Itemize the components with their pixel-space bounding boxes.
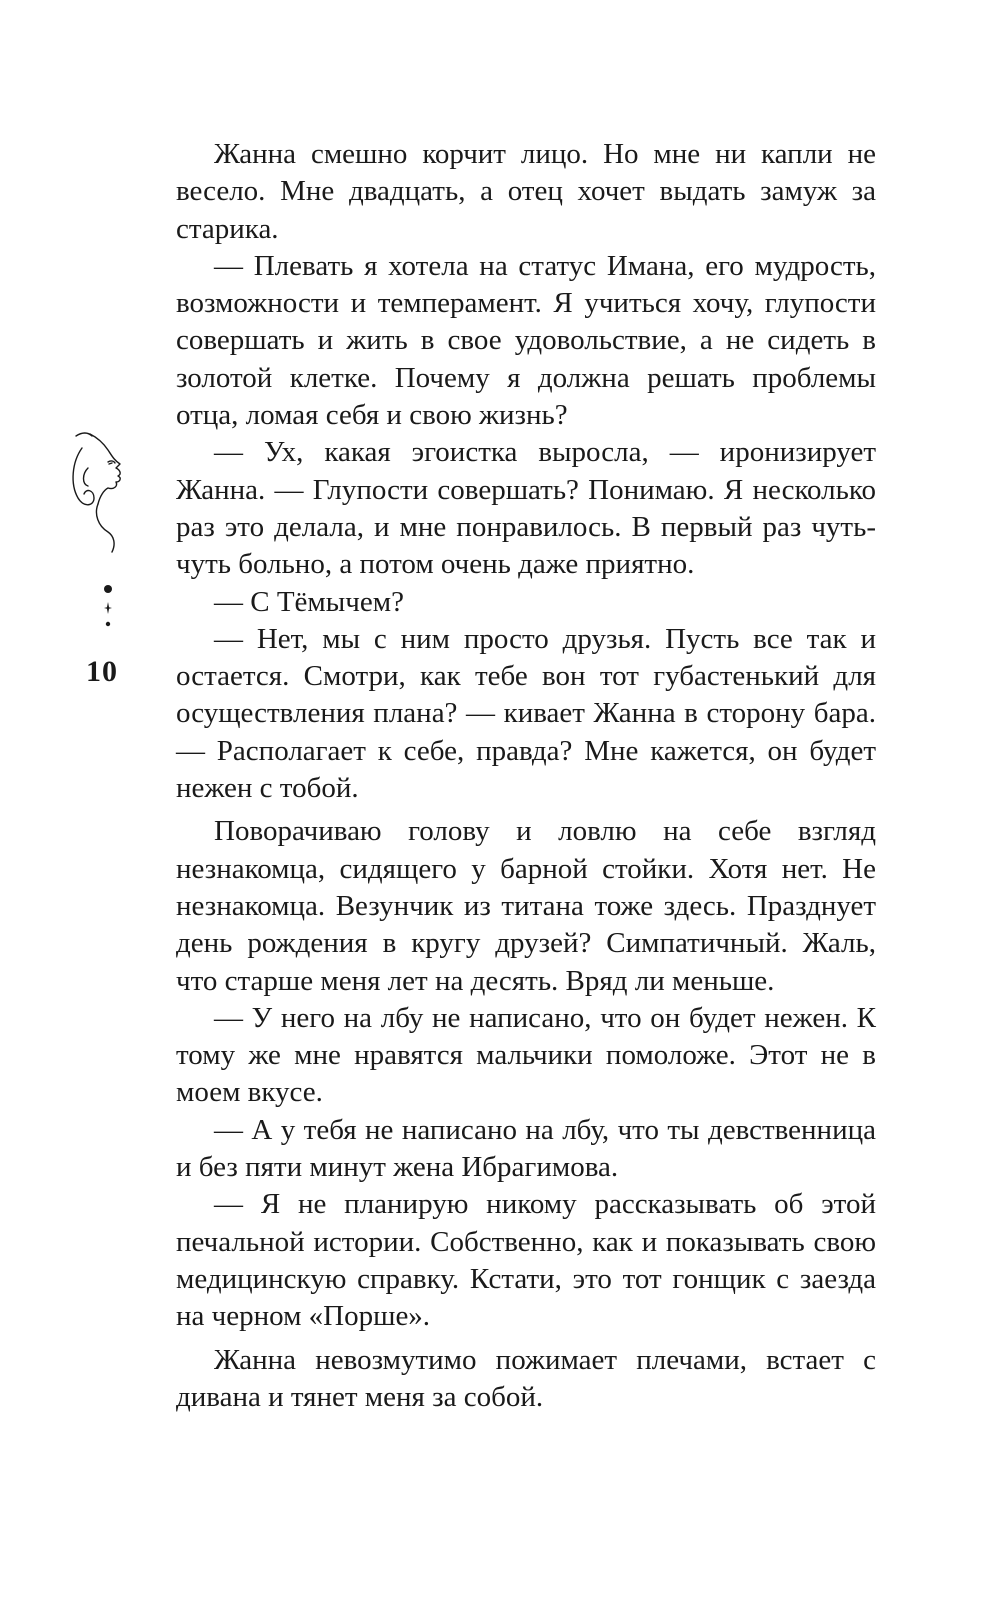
paragraph-6: Поворачиваю голову и ловлю на себе взгляд незнакомца, сидящего у барной стойки. Хотя нет. Не незнакомца. Везунчик из титана тоже здесь. Празднует день рождения в кругу друзей? Симпатичный. Жаль, что старше меня лет на десять. Вряд ли меньше. xyxy=(176,815,876,997)
paragraph-3: — Ух, какая эгоистка выросла, — иронизирует Жанна. — Глупости совершать? Понимаю. Я несколько раз это делала, и мне понравилось. В первый раз чуть-чуть больно, а потом очень даже приятно. xyxy=(176,436,876,581)
paragraph-7: — У него на лбу не написано, что он будет нежен. К тому же мне нравятся мальчики помоложе. Этот не в моем вкусе. xyxy=(176,1001,876,1109)
dots-ornament-icon xyxy=(98,584,118,634)
body-text xyxy=(176,136,876,1416)
paragraph-4: — С Тёмычем? xyxy=(214,585,404,618)
paragraph-10: Жанна невозмутимо пожимает плечами, встает с дивана и тянет меня за собой. xyxy=(176,1343,876,1413)
paragraph-2: — Плевать я хотела на статус Имана, его мудрость, возможности и темперамент. Я учиться хочу, глупости совершать и жить в свое удовольствие, а не сидеть в золотой клетке. Почему я должна решать проблемы отца, ломая себя и свою жизнь? xyxy=(176,249,876,432)
face-profile-ornament-icon xyxy=(68,428,150,554)
paragraph-8: — А у тебя не написано на лбу, что ты девственница и без пяти минут жена Ибрагимова. xyxy=(176,1113,876,1184)
paragraph-5: — Нет, мы с ним просто друзья. Пусть все так и остается. Смотри, как тебе вон тот губастенький для осуществления плана? — кивает Жанна в сторону бара. — Располагает к себе, правда? Мне кажется, он будет нежен с тобой. xyxy=(176,622,876,805)
page-number: 10 xyxy=(86,655,118,688)
paragraph-1: Жанна смешно корчит лицо. Но мне ни капли не весело. Мне двадцать, а отец хочет выдать замуж за старика. xyxy=(176,138,876,245)
paragraph-9: — Я не планирую никому рассказывать об этой печальной истории. Собственно, как и показывать свою медицинскую справку. Кстати, это тот гонщик с заезда на черном «Порше». xyxy=(176,1188,876,1333)
